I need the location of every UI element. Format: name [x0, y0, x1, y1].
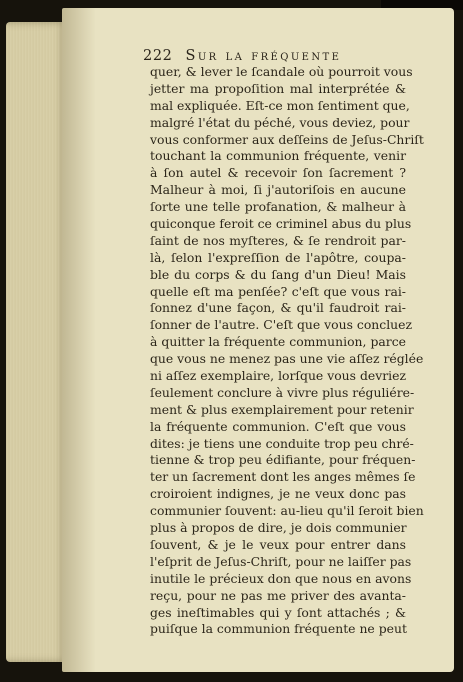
text-line: quiconque feroit ce criminel abus du plus — [150, 216, 412, 232]
text-line: ges ineſtimables qui y ſont attachés ; & — [150, 604, 406, 620]
text-line: la fréquente communion. C'eſt que vous — [150, 418, 406, 434]
body-text — [150, 64, 424, 638]
running-title: Sur la fréquente — [185, 48, 342, 64]
text-line: ment & plus exemplairement pour retenir — [150, 401, 414, 417]
text-line: plus à propos de dire, je dois communier — [150, 520, 407, 536]
text-line: Malheur à moi, ſi j'autoriſois en aucune — [150, 182, 406, 198]
text-line: ſorte une telle profanation, & malheur à — [150, 199, 406, 215]
text-line: croiroient indignes, je ne veux donc pas — [150, 486, 406, 502]
text-line: dites: je tiens une conduite trop peu chré- — [150, 435, 414, 451]
text-line: communier ſouvent: au-lieu qu'il ſeroit bien — [150, 503, 424, 519]
text-line: à ſon autel & recevoir ſon ſacrement ? — [150, 165, 406, 181]
text-line: que vous ne menez pas une vie aſſez réglée — [150, 351, 424, 367]
text-line: puiſque la communion fréquente ne peut — [150, 621, 407, 637]
text-line: là, ſelon l'expreſſion de l'apôtre, coupa- — [150, 249, 406, 265]
page-number: 222 — [143, 48, 173, 64]
text-line: malgré l'état du péché, vous deviez, pour — [150, 114, 410, 130]
text-line: quelle eſt ma penſée? c'eſt que vous rai- — [150, 283, 406, 299]
text-line: ter un ſacrement dont les anges mêmes ſe — [150, 469, 416, 485]
text-line: ſonner de l'autre. C'eſt que vous concluez — [150, 317, 413, 333]
text-line: tienne & trop peu édifiante, pour fréquen- — [150, 452, 416, 468]
text-line: à quitter la fréquente communion, parce — [150, 334, 406, 350]
text-line: ni aſſez exemplaire, lorſque vous devriez — [150, 368, 406, 384]
page-edges — [6, 22, 68, 662]
text-line: inutile le précieux don que nous en avons — [150, 570, 412, 586]
text-line: ſouvent, & je le veux pour entrer dans — [150, 536, 406, 552]
text-line: mal expliquée. Eſt-ce mon ſentiment que, — [150, 97, 410, 113]
text-line: vous conformer aux deſſeins de Jeſus-Chriſt — [150, 131, 424, 147]
text-line: ble du corps & du ſang d'un Dieu! Mais — [150, 266, 406, 282]
text-line: touchant la communion fréquente, venir — [150, 148, 406, 164]
text-line: quer, & lever le ſcandale où pourroit vous — [150, 64, 413, 79]
text-line: ſaint de nos myſteres, & ſe rendroit par- — [150, 232, 406, 248]
text-line: ſonnez d'une façon, & qu'il faudroit rai- — [150, 300, 406, 316]
text-line: jetter ma propoſition mal interprétée & — [150, 80, 406, 96]
text-line: ſeulement conclure à vivre plus réguliére- — [150, 384, 415, 400]
text-line: l'eſprit de Jeſus-Chriſt, pour ne laiſſer pas — [150, 553, 412, 569]
running-header — [143, 48, 341, 64]
text-line: reçu, pour ne pas me priver des avanta- — [150, 587, 406, 603]
